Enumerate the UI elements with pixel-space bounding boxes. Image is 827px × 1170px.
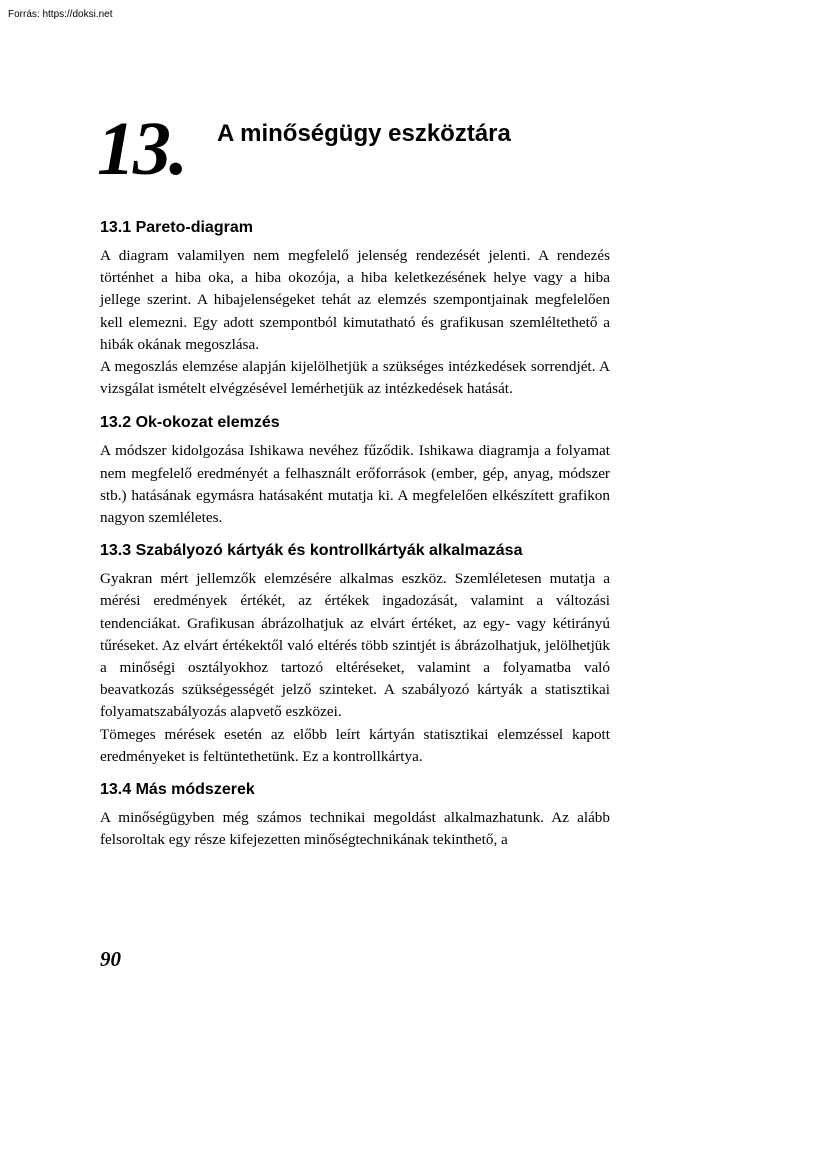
section-pareto <box>100 217 610 400</box>
paragraph: A minőségügyben még számos technikai megoldást alkalmazhatunk. Az alább felsoroltak egy része kifejezetten minőségtechnikának tekinthető, a <box>100 809 610 849</box>
paragraph: Tömeges mérések esetén az előbb leírt kártyán statisztikai elemzéssel kapott eredményeket is feltüntethetünk. Ez a kontrollkártya. <box>100 725 610 765</box>
section-heading: 13.2 Ok-okozat elemzés <box>100 414 280 432</box>
source-label: Forrás: https://doksi.net <box>8 9 113 20</box>
section-heading: 13.4 Más módszerek <box>100 781 255 799</box>
chapter-title: A minőségügy eszköztára <box>217 120 511 147</box>
chapter-number: 13. <box>97 107 186 191</box>
section-heading: 13.1 Pareto-diagram <box>100 219 253 236</box>
paragraph: Gyakran mért jellemzők elemzésére alkalmas eszköz. Szemléletesen mutatja a mérési eredmények értékét, az értékek ingadozását, valamint a változási tendenciákat. Grafikusan ábrázolhatjuk az elvárt értéket, az egy- vagy kétirányú tűréseket. Az elvárt értékektől való eltérés több szintjét is ábrázolhatjuk, jelölhetjük a minőségi osztályokhoz tartozó eltéréseket, valamint a folyamatba való beavatkozás szükségességét jelző szinteket. A szabályozó kártyák a statisztikai folyamatszabályozás alapvető eszközei. <box>100 570 610 721</box>
page-number: 90 <box>100 947 121 971</box>
paragraph: A diagram valamilyen nem megfelelő jelenség rendezését jelenti. A rendezés történhet a hiba oka, a hiba okozója, a hiba keletkezésének helye vagy a hiba jellege szerint. A hibajelenségeket tehát az elemzés szempontjainak megfelelően kell elemezni. Egy adott szempontból kimutatható és grafikusan szemléltethető a hibák okának megoszlása. <box>100 247 610 353</box>
section-other-methods <box>100 779 610 851</box>
page-content <box>100 217 610 851</box>
paragraph: A megoszlás elemzése alapján kijelölhetjük a szükséges intézkedések sorrendjét. A vizsgálat ismételt elvégzésével lemérhetjük az intézkedések hatását. <box>100 358 610 398</box>
paragraph: A módszer kidolgozása Ishikawa nevéhez fűződik. Ishikawa diagramja a folyamat nem megfelelő eredményét a felhasznált erőforrások (ember, gép, anyag, módszer stb.) hatásának egymásra hatásaként mutatja ki. A megfelelően elkészített grafikon nagyon szemléletes. <box>100 442 610 527</box>
section-control-charts <box>100 540 610 768</box>
section-heading: 13.3 Szabályozó kártyák és kontrollkártyák alkalmazása <box>100 542 523 560</box>
section-cause-effect <box>100 412 610 529</box>
